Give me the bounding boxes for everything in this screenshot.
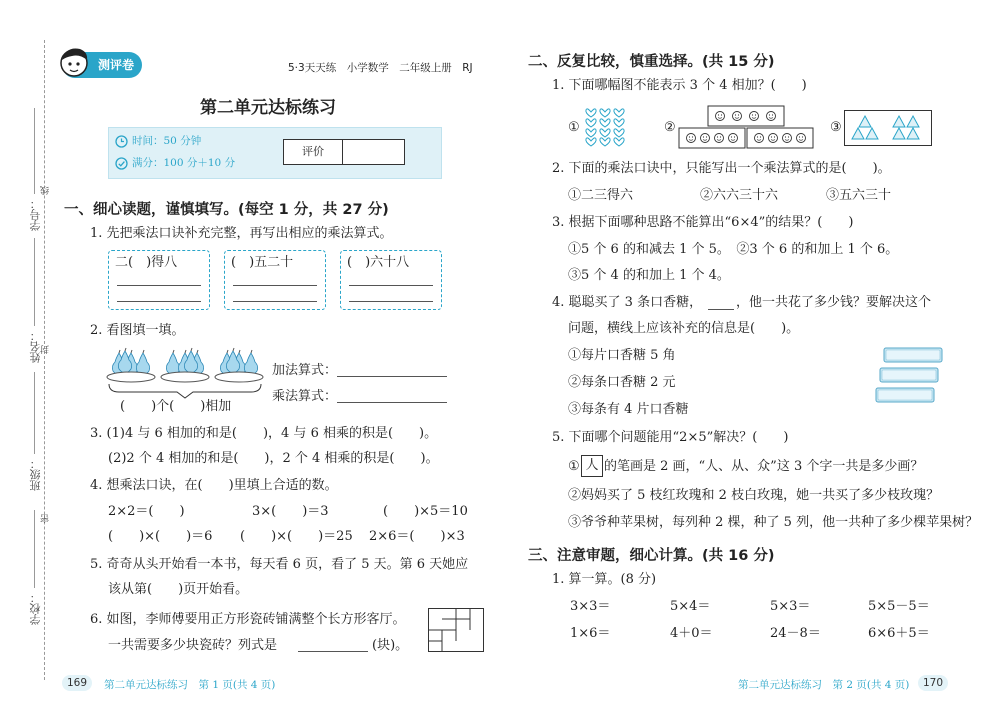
s1-q6c: (块)。 (372, 638, 409, 653)
q6-answer-line[interactable] (298, 651, 368, 652)
section3-title: 三、注意审题，细心计算。(共 16 分) (528, 548, 775, 564)
q2-under-text: ( )个( )相加 (120, 399, 232, 414)
s2-q4-opt2: ②每条口香糖 2 元 (568, 375, 676, 390)
page-title: 第二单元达标练习 (200, 98, 336, 118)
evaluation-field[interactable] (343, 140, 404, 164)
s3-q1: 1. 算一算。(8 分) (552, 572, 657, 587)
section1-title: 一、细心读题，谨慎填写。(每空 1 分，共 27 分) (64, 202, 389, 218)
q4-r2c3: 2×6＝( )×3 (369, 529, 465, 544)
side-class-line (34, 372, 35, 454)
s2-q5-a: 的笔画是 2 画，“人、从、众”这 3 个字一共是多少画？ (604, 459, 924, 474)
floor-tiles-image (428, 608, 484, 652)
q4-r1c2: 3×( )＝3 (252, 504, 329, 519)
s1-q6a: 6. 如图，李师傅要用正方形瓷砖铺满整个长方形客厅。 (90, 612, 406, 627)
q1-box-2-text: ( )五二十 (231, 255, 294, 270)
q2-mul-label: 乘法算式： (272, 389, 338, 404)
q5-character-box: 人 (581, 455, 603, 477)
q1-box-3-text: ( )六十八 (347, 255, 410, 270)
q4-info-blank[interactable] (708, 309, 734, 310)
s2-q1-opt3-label: ③ (830, 120, 842, 135)
s2-q1-opt2-label: ② (664, 120, 676, 135)
calc-r2c2: 4＋0＝ (670, 626, 713, 641)
q4-r2c2: ( )×( )＝25 (240, 529, 353, 544)
calc-r2c1: 1×6＝ (570, 626, 611, 641)
s2-q4-part1: 4. 聪聪买了 3 条口香糖， (552, 295, 703, 310)
q1-box-3 (340, 250, 442, 310)
left-footer-text: 第二单元达标练习 第 1 页(共 4 页) (104, 679, 276, 691)
mascot-icon (60, 44, 90, 78)
calc-r1c4: 5×5－5＝ (868, 599, 930, 614)
answer-line[interactable] (117, 301, 201, 302)
s2-q3-a: ①5 个 6 的和减去 1 个 5。 ②3 个 6 的和加上 1 个 6。 (568, 242, 899, 257)
s2-q4-opt1: ①每片口香糖 5 角 (568, 348, 676, 363)
answer-line[interactable] (349, 285, 433, 286)
side-mark-xian: 线 (41, 186, 51, 195)
q4-r2c1: ( )×( )＝6 (108, 529, 213, 544)
calc-r2c4: 6×6＋5＝ (868, 626, 930, 641)
side-name-line (34, 238, 35, 326)
s2-q4-opt3: ③每条有 4 片口香糖 (568, 402, 689, 417)
q1-box-1 (108, 250, 210, 310)
s2-q2-opt3: ③五六三十 (826, 188, 892, 203)
s1-q6b: 一共需要多少块瓷砖？列式是 (108, 638, 278, 653)
q2-add-label: 加法算式： (272, 363, 338, 378)
s2-q5-a-num: ① (568, 459, 580, 474)
s1-q2: 2. 看图填一填。 (90, 323, 185, 338)
s2-q5-b: ②妈妈买了 5 枝红玫瑰和 2 枝白玫瑰，她一共买了多少枝玫瑰？ (568, 488, 940, 503)
side-school-line (34, 510, 35, 588)
s2-q3: 3. 根据下面哪种思路不能算出“6×4”的结果？( ) (552, 215, 854, 230)
q4-r1c3: ( )×5＝10 (383, 504, 468, 519)
side-class-label: 班级： (29, 458, 42, 491)
answer-line[interactable] (233, 285, 317, 286)
s2-q4-part3: 问题，横线上应该补充的信息是( )。 (568, 321, 800, 336)
s2-q5: 5. 下面哪个问题能用“2×5”解决？( ) (552, 430, 789, 445)
s2-q2: 2. 下面的乘法口诀中，只能写出一个乘法算式的是( )。 (552, 161, 891, 176)
score-info: 满分：100 分＋10 分 (132, 157, 236, 169)
gum-packs-image (874, 346, 946, 408)
s1-q3a: 3. (1)4 与 6 相加的和是( )，4 与 6 相乘的积是( )。 (90, 426, 438, 441)
side-number-line (34, 108, 35, 194)
s1-q5a: 5. 奇奇从头开始看一本书，每天看 6 页，看了 5 天。第 6 天她应 (90, 557, 469, 572)
side-school-label: 学校： (29, 592, 42, 625)
smiley-rows-image (678, 105, 814, 149)
s2-q3-b: ③5 个 4 的和加上 1 个 4。 (568, 268, 730, 283)
s2-q1-opt1-label: ① (568, 120, 580, 135)
s1-q4: 4. 想乘法口诀，在( )里填上合适的数。 (90, 478, 338, 493)
check-icon (115, 155, 128, 168)
calc-r2c3: 24－8＝ (770, 626, 821, 641)
side-number-label: 学号： (29, 198, 42, 231)
side-name-label: 姓名： (29, 330, 42, 363)
side-mark-mi: 密 (41, 514, 51, 523)
calc-r1c2: 5×4＝ (670, 599, 711, 614)
s1-q5b: 该从第( )页开始看。 (108, 582, 249, 597)
evaluation-box (283, 139, 405, 165)
time-info: 时间：50 分钟 (132, 135, 202, 147)
right-footer-text: 第二单元达标练习 第 2 页(共 4 页) (738, 679, 910, 691)
binding-line (44, 40, 45, 680)
series-label: 5·3天天练 小学数学 二年级上册 RJ (288, 62, 473, 74)
s2-q1: 1. 下面哪幅图不能表示 3 个 4 相加？( ) (552, 78, 807, 93)
q4-r1c1: 2×2＝( ) (108, 504, 185, 519)
q2-mul-line[interactable] (337, 402, 447, 403)
calc-r1c3: 5×3＝ (770, 599, 811, 614)
q1-box-2 (224, 250, 326, 310)
answer-line[interactable] (349, 301, 433, 302)
s2-q5-c: ③爷爷种苹果树，每列种 2 棵，种了 5 列，他一共种了多少棵苹果树？ (568, 515, 979, 530)
s2-q4-part2: ，他一共花了多少钱？要解决这个 (736, 295, 932, 310)
q1-box-1-text: 二( )得八 (115, 255, 178, 270)
test-badge: 测评卷 (62, 52, 142, 78)
answer-line[interactable] (233, 301, 317, 302)
s2-q2-opt1: ①二三得六 (568, 188, 634, 203)
q2-add-line[interactable] (337, 376, 447, 377)
left-page-number: 169 (62, 675, 92, 691)
s1-q1: 1. 先把乘法口诀补充完整，再写出相应的乘法算式。 (90, 226, 393, 241)
answer-line[interactable] (117, 285, 201, 286)
evaluation-label: 评价 (284, 140, 343, 164)
calc-r1c1: 3×3＝ (570, 599, 611, 614)
right-page-number: 170 (918, 675, 948, 691)
clock-icon (115, 133, 128, 146)
triangles-image (844, 110, 932, 146)
side-mark-feng: 封 (41, 345, 51, 354)
section2-title: 二、反复比较，慎重选择。(共 15 分) (528, 54, 775, 70)
s2-q2-opt2: ②六六三十六 (700, 188, 779, 203)
s1-q3b: (2)2 个 4 相加的和是( )，2 个 4 相乘的积是( )。 (108, 451, 439, 466)
hearts-image (584, 106, 626, 148)
